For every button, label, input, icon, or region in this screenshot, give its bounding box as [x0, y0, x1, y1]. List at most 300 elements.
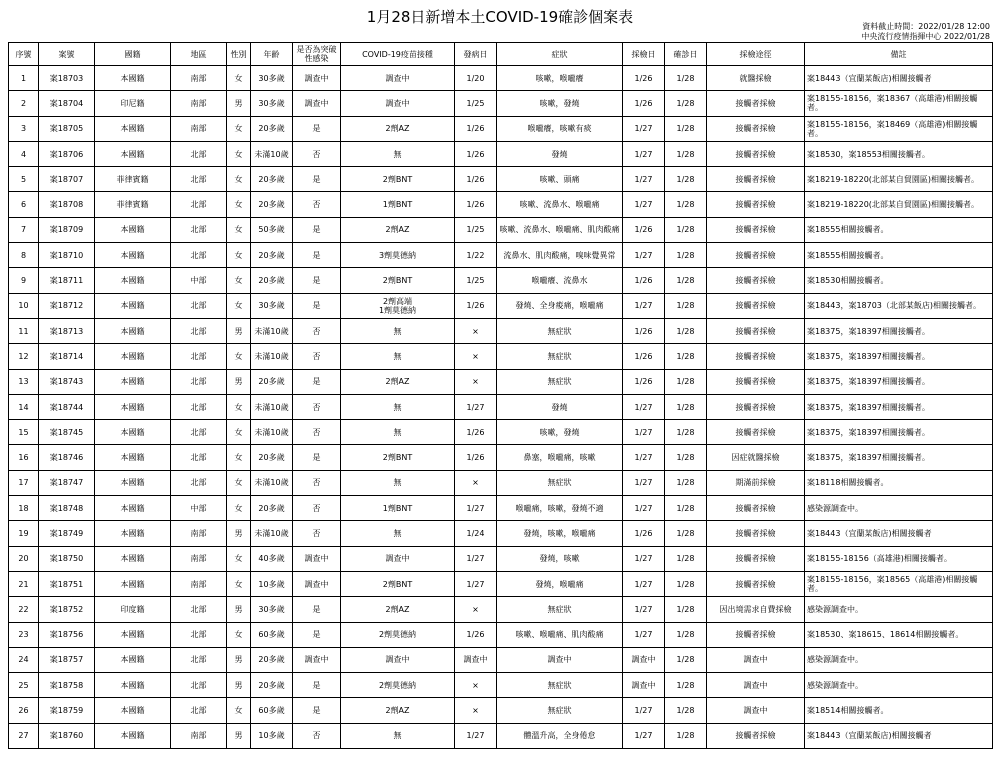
table-row [9, 167, 993, 192]
cell-nationality: 本國籍 [95, 116, 171, 141]
cell-seq: 4 [9, 141, 39, 166]
cell-seq: 12 [9, 344, 39, 369]
cell-case-no: 案18743 [39, 369, 95, 394]
cell-vaccine: 1劑BNT [341, 496, 455, 521]
cell-onset-date: 1/26 [455, 420, 497, 445]
cell-region: 北部 [171, 420, 227, 445]
cell-gender: 男 [227, 647, 251, 672]
cell-region: 南部 [171, 546, 227, 571]
cell-test-date: 1/26 [623, 217, 665, 242]
cell-breakthrough: 否 [293, 344, 341, 369]
cell-seq: 14 [9, 394, 39, 419]
cell-confirm-date: 1/28 [665, 318, 707, 343]
header-notes: 備註 [805, 43, 993, 66]
cell-vaccine: 無 [341, 470, 455, 495]
cell-notes: 案18443（宜蘭某飯店)相關接觸者 [805, 66, 993, 91]
cell-vaccine: 無 [341, 521, 455, 546]
cell-breakthrough: 是 [293, 622, 341, 647]
cell-nationality: 印度籍 [95, 597, 171, 622]
cell-symptoms: 咳嗽，發燒 [497, 91, 623, 116]
cell-test-date: 1/26 [623, 369, 665, 394]
cell-region: 北部 [171, 217, 227, 242]
cell-nationality: 本國籍 [95, 344, 171, 369]
cell-onset-date: × [455, 344, 497, 369]
cell-test-route: 接觸者採檢 [707, 318, 805, 343]
cell-gender: 女 [227, 496, 251, 521]
cell-seq: 26 [9, 698, 39, 723]
cell-test-route: 接觸者採檢 [707, 546, 805, 571]
cell-gender: 女 [227, 116, 251, 141]
cell-symptoms: 無症狀 [497, 698, 623, 723]
cell-notes: 案18155-18156，案18565（高雄港)相關接觸者。 [805, 571, 993, 596]
cell-confirm-date: 1/28 [665, 243, 707, 268]
header-symptoms: 症狀 [497, 43, 623, 66]
cell-symptoms: 喉嚨痛，咳嗽，發燒不適 [497, 496, 623, 521]
cell-test-date: 1/27 [623, 470, 665, 495]
cell-gender: 女 [227, 243, 251, 268]
cell-symptoms: 無症狀 [497, 597, 623, 622]
cell-gender: 男 [227, 597, 251, 622]
cell-vaccine: 無 [341, 141, 455, 166]
cell-nationality: 印尼籍 [95, 91, 171, 116]
cell-test-route: 接觸者採檢 [707, 521, 805, 546]
cell-notes: 案18555相關接觸者。 [805, 243, 993, 268]
cell-nationality: 本國籍 [95, 698, 171, 723]
cell-case-no: 案18709 [39, 217, 95, 242]
cell-notes: 案18375，案18397相關接觸者。 [805, 369, 993, 394]
cell-notes: 案18375，案18397相關接觸者。 [805, 344, 993, 369]
cell-symptoms: 發燒，喉嚨痛 [497, 571, 623, 596]
cell-seq: 2 [9, 91, 39, 116]
cell-confirm-date: 1/28 [665, 369, 707, 394]
cell-symptoms: 體溫升高，全身倦怠 [497, 723, 623, 748]
cell-onset-date: × [455, 318, 497, 343]
cell-gender: 女 [227, 445, 251, 470]
cell-age: 20多歲 [251, 167, 293, 192]
cell-vaccine: 調查中 [341, 91, 455, 116]
header-breakthrough: 是否為突破性感染 [293, 43, 341, 66]
cell-region: 北部 [171, 445, 227, 470]
cell-symptoms: 鼻塞，喉嚨痛，咳嗽 [497, 445, 623, 470]
cell-region: 北部 [171, 622, 227, 647]
cell-nationality: 本國籍 [95, 268, 171, 293]
cell-gender: 男 [227, 723, 251, 748]
cell-test-date: 1/26 [623, 521, 665, 546]
cell-test-route: 接觸者採檢 [707, 192, 805, 217]
cell-case-no: 案18744 [39, 394, 95, 419]
cell-confirm-date: 1/28 [665, 496, 707, 521]
cell-seq: 18 [9, 496, 39, 521]
cell-notes: 案18530，案18553相關接觸者。 [805, 141, 993, 166]
cell-age: 20多歲 [251, 192, 293, 217]
cell-test-date: 1/27 [623, 546, 665, 571]
cell-test-route: 接觸者採檢 [707, 217, 805, 242]
table-row [9, 445, 993, 470]
cell-region: 南部 [171, 723, 227, 748]
cell-test-route: 接觸者採檢 [707, 723, 805, 748]
cell-vaccine: 2劑BNT [341, 445, 455, 470]
cell-case-no: 案18749 [39, 521, 95, 546]
cell-age: 60多歲 [251, 622, 293, 647]
table-row [9, 344, 993, 369]
table-row [9, 723, 993, 748]
cell-seq: 25 [9, 673, 39, 698]
cell-age: 30多歲 [251, 66, 293, 91]
cell-confirm-date: 1/28 [665, 420, 707, 445]
cell-test-route: 就醫採檢 [707, 66, 805, 91]
cell-symptoms: 喉嚨癢、流鼻水 [497, 268, 623, 293]
table-row [9, 293, 993, 318]
table-row [9, 420, 993, 445]
table-row [9, 496, 993, 521]
cell-gender: 女 [227, 293, 251, 318]
cell-case-no: 案18712 [39, 293, 95, 318]
cell-vaccine: 調查中 [341, 647, 455, 672]
cell-region: 南部 [171, 116, 227, 141]
cell-nationality: 本國籍 [95, 445, 171, 470]
cell-vaccine: 調查中 [341, 66, 455, 91]
cell-onset-date: 1/25 [455, 91, 497, 116]
cell-notes: 案18443，案18703（北部某飯店)相關接觸者。 [805, 293, 993, 318]
cell-age: 未滿10歲 [251, 141, 293, 166]
cell-onset-date: 1/27 [455, 546, 497, 571]
cell-breakthrough: 是 [293, 369, 341, 394]
cell-seq: 16 [9, 445, 39, 470]
cell-symptoms: 發燒 [497, 394, 623, 419]
header-test-date: 採檢日 [623, 43, 665, 66]
cell-onset-date: 1/26 [455, 116, 497, 141]
cell-gender: 女 [227, 622, 251, 647]
cell-notes: 案18155-18156（高雄港)相關接觸者。 [805, 546, 993, 571]
cell-breakthrough: 否 [293, 723, 341, 748]
cell-vaccine: 2劑AZ [341, 597, 455, 622]
cell-seq: 23 [9, 622, 39, 647]
cell-onset-date: 1/27 [455, 571, 497, 596]
cell-vaccine: 2劑BNT [341, 571, 455, 596]
cell-vaccine: 2劑AZ [341, 369, 455, 394]
cell-nationality: 本國籍 [95, 571, 171, 596]
cell-test-date: 調查中 [623, 673, 665, 698]
cell-symptoms: 無症狀 [497, 344, 623, 369]
cell-breakthrough: 調查中 [293, 546, 341, 571]
cell-test-date: 1/27 [623, 116, 665, 141]
cell-confirm-date: 1/28 [665, 597, 707, 622]
cell-test-route: 接觸者採檢 [707, 116, 805, 141]
table-row [9, 546, 993, 571]
cell-symptoms: 喉嚨癢，咳嗽有痰 [497, 116, 623, 141]
cell-notes: 案18530、案18615、18614相關接觸者。 [805, 622, 993, 647]
cell-seq: 19 [9, 521, 39, 546]
cell-age: 40多歲 [251, 546, 293, 571]
cell-nationality: 本國籍 [95, 420, 171, 445]
table-row [9, 369, 993, 394]
cell-case-no: 案18750 [39, 546, 95, 571]
cell-case-no: 案18704 [39, 91, 95, 116]
cell-region: 北部 [171, 243, 227, 268]
cell-gender: 女 [227, 167, 251, 192]
cell-test-date: 1/27 [623, 243, 665, 268]
cell-onset-date: 1/26 [455, 192, 497, 217]
cell-region: 南部 [171, 66, 227, 91]
cell-gender: 女 [227, 571, 251, 596]
table-row [9, 192, 993, 217]
case-table [8, 42, 993, 749]
cell-confirm-date: 1/28 [665, 622, 707, 647]
cell-symptoms: 咳嗽、頭痛 [497, 167, 623, 192]
cell-test-route: 接觸者採檢 [707, 622, 805, 647]
cell-vaccine: 2劑莫德納 [341, 622, 455, 647]
cell-vaccine: 調查中 [341, 546, 455, 571]
cell-gender: 女 [227, 192, 251, 217]
cell-region: 北部 [171, 673, 227, 698]
table-row [9, 698, 993, 723]
cell-onset-date: 1/25 [455, 217, 497, 242]
cell-region: 北部 [171, 167, 227, 192]
cell-seq: 27 [9, 723, 39, 748]
cell-gender: 女 [227, 141, 251, 166]
cell-test-route: 接觸者採檢 [707, 91, 805, 116]
cell-vaccine: 2劑高端 1劑莫德納 [341, 293, 455, 318]
cell-test-route: 接觸者採檢 [707, 344, 805, 369]
cell-test-date: 1/27 [623, 394, 665, 419]
cell-test-date: 1/27 [623, 723, 665, 748]
table-row [9, 91, 993, 116]
cell-region: 南部 [171, 521, 227, 546]
cell-confirm-date: 1/28 [665, 141, 707, 166]
cell-region: 北部 [171, 192, 227, 217]
cell-case-no: 案18703 [39, 66, 95, 91]
cell-test-route: 接觸者採檢 [707, 496, 805, 521]
cell-notes: 感染源調查中。 [805, 673, 993, 698]
header-nationality: 國籍 [95, 43, 171, 66]
cell-case-no: 案18713 [39, 318, 95, 343]
cell-vaccine: 無 [341, 723, 455, 748]
cell-onset-date: 1/27 [455, 723, 497, 748]
cell-region: 北部 [171, 293, 227, 318]
cell-test-date: 1/26 [623, 91, 665, 116]
cell-vaccine: 2劑AZ [341, 217, 455, 242]
cell-age: 未滿10歲 [251, 344, 293, 369]
cell-breakthrough: 調查中 [293, 66, 341, 91]
cell-seq: 5 [9, 167, 39, 192]
cell-onset-date: 1/26 [455, 445, 497, 470]
cell-nationality: 本國籍 [95, 546, 171, 571]
publisher-date: 中央流行疫情指揮中心 2022/01/28 [861, 32, 990, 41]
cell-nationality: 本國籍 [95, 647, 171, 672]
cell-case-no: 案18759 [39, 698, 95, 723]
cell-onset-date: 1/26 [455, 141, 497, 166]
cell-nationality: 本國籍 [95, 521, 171, 546]
cell-test-route: 期滿前採檢 [707, 470, 805, 495]
cell-vaccine: 無 [341, 344, 455, 369]
cell-nationality: 本國籍 [95, 66, 171, 91]
cell-vaccine: 3劑莫德納 [341, 243, 455, 268]
cell-notes: 案18219-18220(北部某自貿園區)相關接觸者。 [805, 167, 993, 192]
cell-region: 北部 [171, 141, 227, 166]
cell-confirm-date: 1/28 [665, 116, 707, 141]
cell-confirm-date: 1/28 [665, 192, 707, 217]
cell-onset-date: 1/26 [455, 622, 497, 647]
cell-gender: 女 [227, 268, 251, 293]
cell-breakthrough: 是 [293, 243, 341, 268]
cell-test-route: 接觸者採檢 [707, 141, 805, 166]
cell-age: 未滿10歲 [251, 394, 293, 419]
cell-confirm-date: 1/28 [665, 571, 707, 596]
cell-seq: 8 [9, 243, 39, 268]
cell-seq: 21 [9, 571, 39, 596]
cell-onset-date: 1/24 [455, 521, 497, 546]
cell-onset-date: × [455, 369, 497, 394]
header-seq: 序號 [9, 43, 39, 66]
cell-breakthrough: 否 [293, 192, 341, 217]
cell-age: 30多歲 [251, 293, 293, 318]
cell-gender: 男 [227, 521, 251, 546]
cell-test-route: 接觸者採檢 [707, 293, 805, 318]
data-source-info [861, 22, 990, 42]
cell-breakthrough: 否 [293, 394, 341, 419]
cell-age: 20多歲 [251, 647, 293, 672]
cell-seq: 11 [9, 318, 39, 343]
cell-test-date: 1/26 [623, 344, 665, 369]
cell-test-date: 1/27 [623, 167, 665, 192]
cell-notes: 案18219-18220(北部某自貿園區)相關接觸者。 [805, 192, 993, 217]
cell-age: 50多歲 [251, 217, 293, 242]
cell-confirm-date: 1/28 [665, 217, 707, 242]
cell-symptoms: 咳嗽、流鼻水、喉嚨痛 [497, 192, 623, 217]
cell-gender: 女 [227, 420, 251, 445]
cell-test-date: 1/27 [623, 622, 665, 647]
cell-case-no: 案18748 [39, 496, 95, 521]
cell-case-no: 案18757 [39, 647, 95, 672]
cell-age: 30多歲 [251, 597, 293, 622]
cell-case-no: 案18745 [39, 420, 95, 445]
cell-region: 北部 [171, 470, 227, 495]
data-cutoff-time: 資料截止時間：2022/01/28 12:00 [862, 22, 990, 31]
cell-confirm-date: 1/28 [665, 445, 707, 470]
cell-notes: 案18155-18156，案18469（高雄港)相關接觸者。 [805, 116, 993, 141]
cell-test-date: 1/27 [623, 571, 665, 596]
table-row [9, 673, 993, 698]
cell-test-date: 1/26 [623, 268, 665, 293]
cell-symptoms: 發燒，咳嗽 [497, 546, 623, 571]
cell-age: 10多歲 [251, 723, 293, 748]
cell-seq: 10 [9, 293, 39, 318]
cell-symptoms: 咳嗽、流鼻水、喉嚨痛、肌肉酸痛 [497, 217, 623, 242]
cell-region: 南部 [171, 571, 227, 596]
cell-gender: 男 [227, 673, 251, 698]
cell-test-route: 接觸者採檢 [707, 268, 805, 293]
table-row [9, 622, 993, 647]
cell-breakthrough: 是 [293, 167, 341, 192]
cell-confirm-date: 1/28 [665, 647, 707, 672]
cell-notes: 感染源調查中。 [805, 496, 993, 521]
cell-seq: 6 [9, 192, 39, 217]
cell-breakthrough: 是 [293, 698, 341, 723]
cell-breakthrough: 調查中 [293, 91, 341, 116]
cell-nationality: 本國籍 [95, 394, 171, 419]
cell-confirm-date: 1/28 [665, 723, 707, 748]
cell-age: 未滿10歲 [251, 420, 293, 445]
cell-nationality: 本國籍 [95, 293, 171, 318]
cell-seq: 1 [9, 66, 39, 91]
cell-symptoms: 咳嗽、喉嚨痛、肌肉酸痛 [497, 622, 623, 647]
cell-test-route: 接觸者採檢 [707, 167, 805, 192]
cell-nationality: 本國籍 [95, 141, 171, 166]
cell-vaccine: 2劑莫德納 [341, 673, 455, 698]
cell-gender: 男 [227, 369, 251, 394]
cell-test-route: 調查中 [707, 673, 805, 698]
cell-breakthrough: 是 [293, 268, 341, 293]
cell-vaccine: 2劑AZ [341, 698, 455, 723]
cell-breakthrough: 否 [293, 496, 341, 521]
cell-breakthrough: 是 [293, 673, 341, 698]
cell-confirm-date: 1/28 [665, 394, 707, 419]
cell-confirm-date: 1/28 [665, 698, 707, 723]
table-row [9, 116, 993, 141]
cell-confirm-date: 1/28 [665, 470, 707, 495]
cell-gender: 男 [227, 91, 251, 116]
header-age: 年齡 [251, 43, 293, 66]
cell-vaccine: 2劑AZ [341, 116, 455, 141]
cell-breakthrough: 否 [293, 470, 341, 495]
cell-vaccine: 無 [341, 394, 455, 419]
cell-symptoms: 無症狀 [497, 369, 623, 394]
table-row [9, 268, 993, 293]
cell-confirm-date: 1/28 [665, 167, 707, 192]
table-row [9, 470, 993, 495]
cell-nationality: 本國籍 [95, 318, 171, 343]
cell-onset-date: 1/25 [455, 268, 497, 293]
header-vaccine: COVID-19疫苗接種 [341, 43, 455, 66]
cell-symptoms: 流鼻水、肌肉酸痛，嗅味覺異常 [497, 243, 623, 268]
cell-test-route: 接觸者採檢 [707, 243, 805, 268]
cell-confirm-date: 1/28 [665, 91, 707, 116]
cell-test-date: 1/27 [623, 192, 665, 217]
header-test-route: 採檢途徑 [707, 43, 805, 66]
cell-case-no: 案18705 [39, 116, 95, 141]
cell-nationality: 本國籍 [95, 217, 171, 242]
cell-symptoms: 咳嗽，發燒 [497, 420, 623, 445]
cell-notes: 案18514相關接觸者。 [805, 698, 993, 723]
cell-breakthrough: 否 [293, 521, 341, 546]
cell-breakthrough: 調查中 [293, 647, 341, 672]
cell-gender: 女 [227, 66, 251, 91]
cell-test-date: 1/27 [623, 445, 665, 470]
cell-symptoms: 調查中 [497, 647, 623, 672]
cell-breakthrough: 否 [293, 141, 341, 166]
cell-confirm-date: 1/28 [665, 66, 707, 91]
cell-test-date: 1/27 [623, 141, 665, 166]
cell-nationality: 本國籍 [95, 243, 171, 268]
cell-test-date: 調查中 [623, 647, 665, 672]
cell-onset-date: × [455, 470, 497, 495]
cell-onset-date: 1/26 [455, 167, 497, 192]
cell-region: 南部 [171, 91, 227, 116]
header-onset-date: 發病日 [455, 43, 497, 66]
cell-breakthrough: 是 [293, 597, 341, 622]
cell-onset-date: 1/20 [455, 66, 497, 91]
cell-onset-date: 1/26 [455, 293, 497, 318]
cell-age: 10多歲 [251, 571, 293, 596]
header-gender: 性別 [227, 43, 251, 66]
cell-notes: 案18443（宜蘭某飯店)相關接觸者 [805, 723, 993, 748]
cell-age: 未滿10歲 [251, 470, 293, 495]
cell-notes: 案18375，案18397相關接觸者。 [805, 445, 993, 470]
cell-gender: 女 [227, 470, 251, 495]
cell-case-no: 案18756 [39, 622, 95, 647]
cell-age: 20多歲 [251, 673, 293, 698]
cell-onset-date: 1/27 [455, 394, 497, 419]
